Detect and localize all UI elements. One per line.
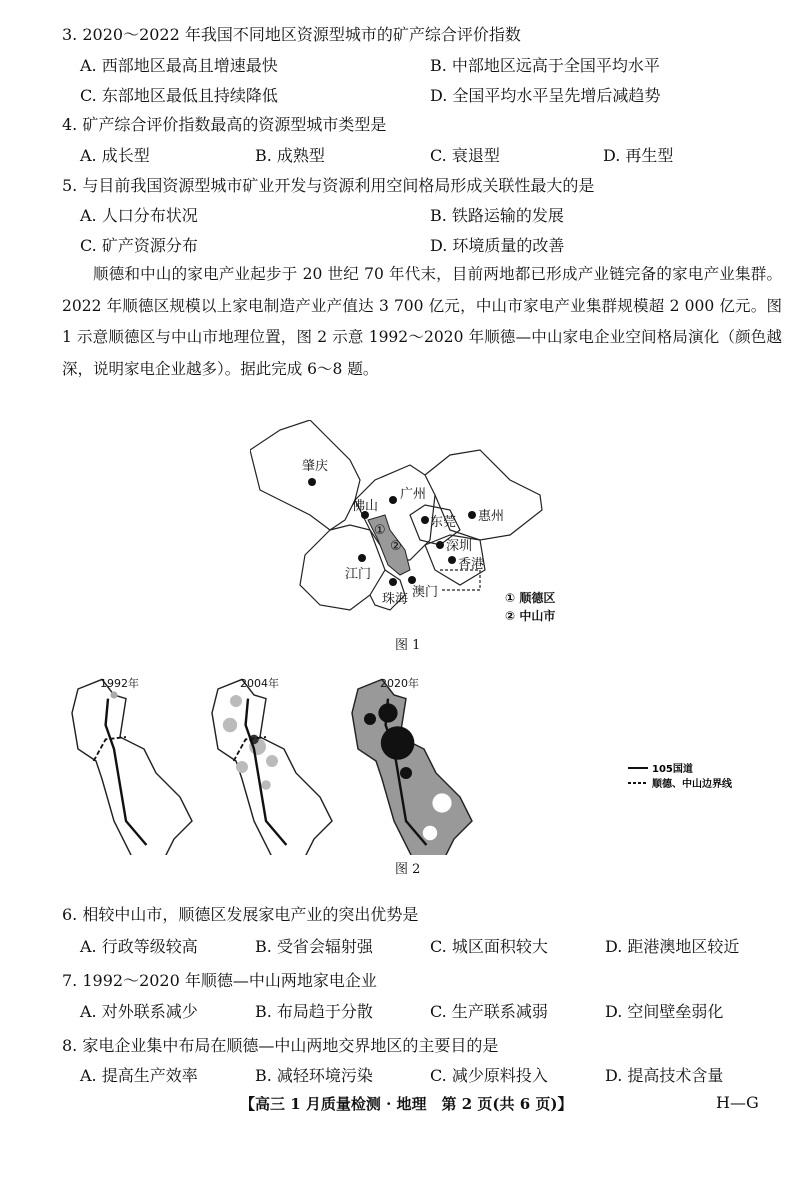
city-zhaoqing: 肇庆 xyxy=(302,459,329,474)
q8-option-d: D. 提高技术含量 xyxy=(605,1066,724,1085)
year-label-2020: 2020年 xyxy=(380,677,419,690)
city-foshan: 佛山 xyxy=(352,499,379,514)
page-footer: 【高三 1 月质量检测 · 地理 第 2 页(共 6 页)】 xyxy=(240,1095,573,1113)
figure-2-maps xyxy=(60,665,780,855)
q4-option-d: D. 再生型 xyxy=(603,146,674,165)
q3-option-d: D. 全国平均水平呈先增后减趋势 xyxy=(430,86,661,105)
q7-option-c: C. 生产联系减弱 xyxy=(430,1002,548,1021)
q7-option-d: D. 空间壁垒弱化 xyxy=(605,1002,724,1021)
question-8-stem: 8. 家电企业集中布局在顺德—中山两地交界地区的主要目的是 xyxy=(62,1036,499,1055)
year-label-2004: 2004年 xyxy=(240,677,279,690)
paper-code: H—G xyxy=(716,1093,759,1112)
legend-shunde: ① 顺德区 xyxy=(505,591,556,605)
legend-highway-105: 105国道 xyxy=(652,764,693,775)
q3-option-a: A. 西部地区最高且增速最快 xyxy=(80,56,278,75)
q5-option-d: D. 环境质量的改善 xyxy=(430,236,565,255)
legend-boundary: 顺德、中山边界线 xyxy=(652,779,732,790)
q3-option-c: C. 东部地区最低且持续降低 xyxy=(80,86,278,105)
map-2004 xyxy=(212,679,332,855)
year-label-1992: 1992年 xyxy=(100,677,139,690)
question-4-stem: 4. 矿产综合评价指数最高的资源型城市类型是 xyxy=(62,115,387,134)
map-1992 xyxy=(72,679,192,855)
q4-option-a: A. 成长型 xyxy=(80,146,150,165)
q6-option-a: A. 行政等级较高 xyxy=(80,937,198,956)
city-dongguan: 东莞 xyxy=(430,515,457,530)
figure-1-map xyxy=(250,420,570,660)
city-guangzhou: 广州 xyxy=(400,487,427,502)
question-7-stem: 7. 1992～2020 年顺德—中山两地家电企业 xyxy=(62,971,377,990)
reading-passage xyxy=(62,259,782,385)
city-jiangmen: 江门 xyxy=(345,567,372,582)
q4-option-c: C. 衰退型 xyxy=(430,146,500,165)
q7-option-a: A. 对外联系减少 xyxy=(80,1002,198,1021)
q3-option-b: B. 中部地区远高于全国平均水平 xyxy=(430,56,660,75)
q8-option-c: C. 减少原料投入 xyxy=(430,1066,548,1085)
question-5-stem: 5. 与目前我国资源型城市矿业开发与资源利用空间格局形成关联性最大的是 xyxy=(62,176,595,195)
question-6-stem: 6. 相较中山市，顺德区发展家电产业的突出优势是 xyxy=(62,905,419,924)
marker-shunde: ① xyxy=(374,523,386,538)
city-huizhou: 惠州 xyxy=(478,509,505,524)
q6-option-c: C. 城区面积较大 xyxy=(430,937,548,956)
figure-2-caption: 图 2 xyxy=(395,862,421,877)
city-hongkong: 香港 xyxy=(458,557,485,572)
passage-text: 顺德和中山的家电产业起步于 20 世纪 70 年代末，目前两地都已形成产业链完备的家电产业集群。2022 年顺德区规模以上家电制造产业产值达 3 700 亿元，中山市家电产业集群规模超 2 000 亿元。图 1 示意顺德区与中山市地理位置，图 2 示意 1992～2020 年顺德—中山家电企业空间格局演化（颜色越深，说明家电企业越多）。据此完成 6～8 题。 xyxy=(62,265,782,378)
map-2020 xyxy=(352,679,472,855)
q6-option-d: D. 距港澳地区较近 xyxy=(605,937,740,956)
city-shenzhen: 深圳 xyxy=(446,539,473,554)
figure-1-caption: 图 1 xyxy=(395,638,421,653)
q7-option-b: B. 布局趋于分散 xyxy=(255,1002,373,1021)
q8-option-a: A. 提高生产效率 xyxy=(80,1066,198,1085)
q5-option-b: B. 铁路运输的发展 xyxy=(430,206,564,225)
q5-option-a: A. 人口分布状况 xyxy=(80,206,198,225)
q8-option-b: B. 减轻环境污染 xyxy=(255,1066,373,1085)
city-zhuhai: 珠海 xyxy=(382,592,409,607)
legend-zhongshan: ② 中山市 xyxy=(505,609,556,623)
q4-option-b: B. 成熟型 xyxy=(255,146,325,165)
q5-option-c: C. 矿产资源分布 xyxy=(80,236,198,255)
question-3-stem: 3. 2020～2022 年我国不同地区资源型城市的矿产综合评价指数 xyxy=(62,25,521,44)
marker-zhongshan: ② xyxy=(390,539,402,554)
q6-option-b: B. 受省会辐射强 xyxy=(255,937,373,956)
city-macau: 澳门 xyxy=(412,585,439,600)
